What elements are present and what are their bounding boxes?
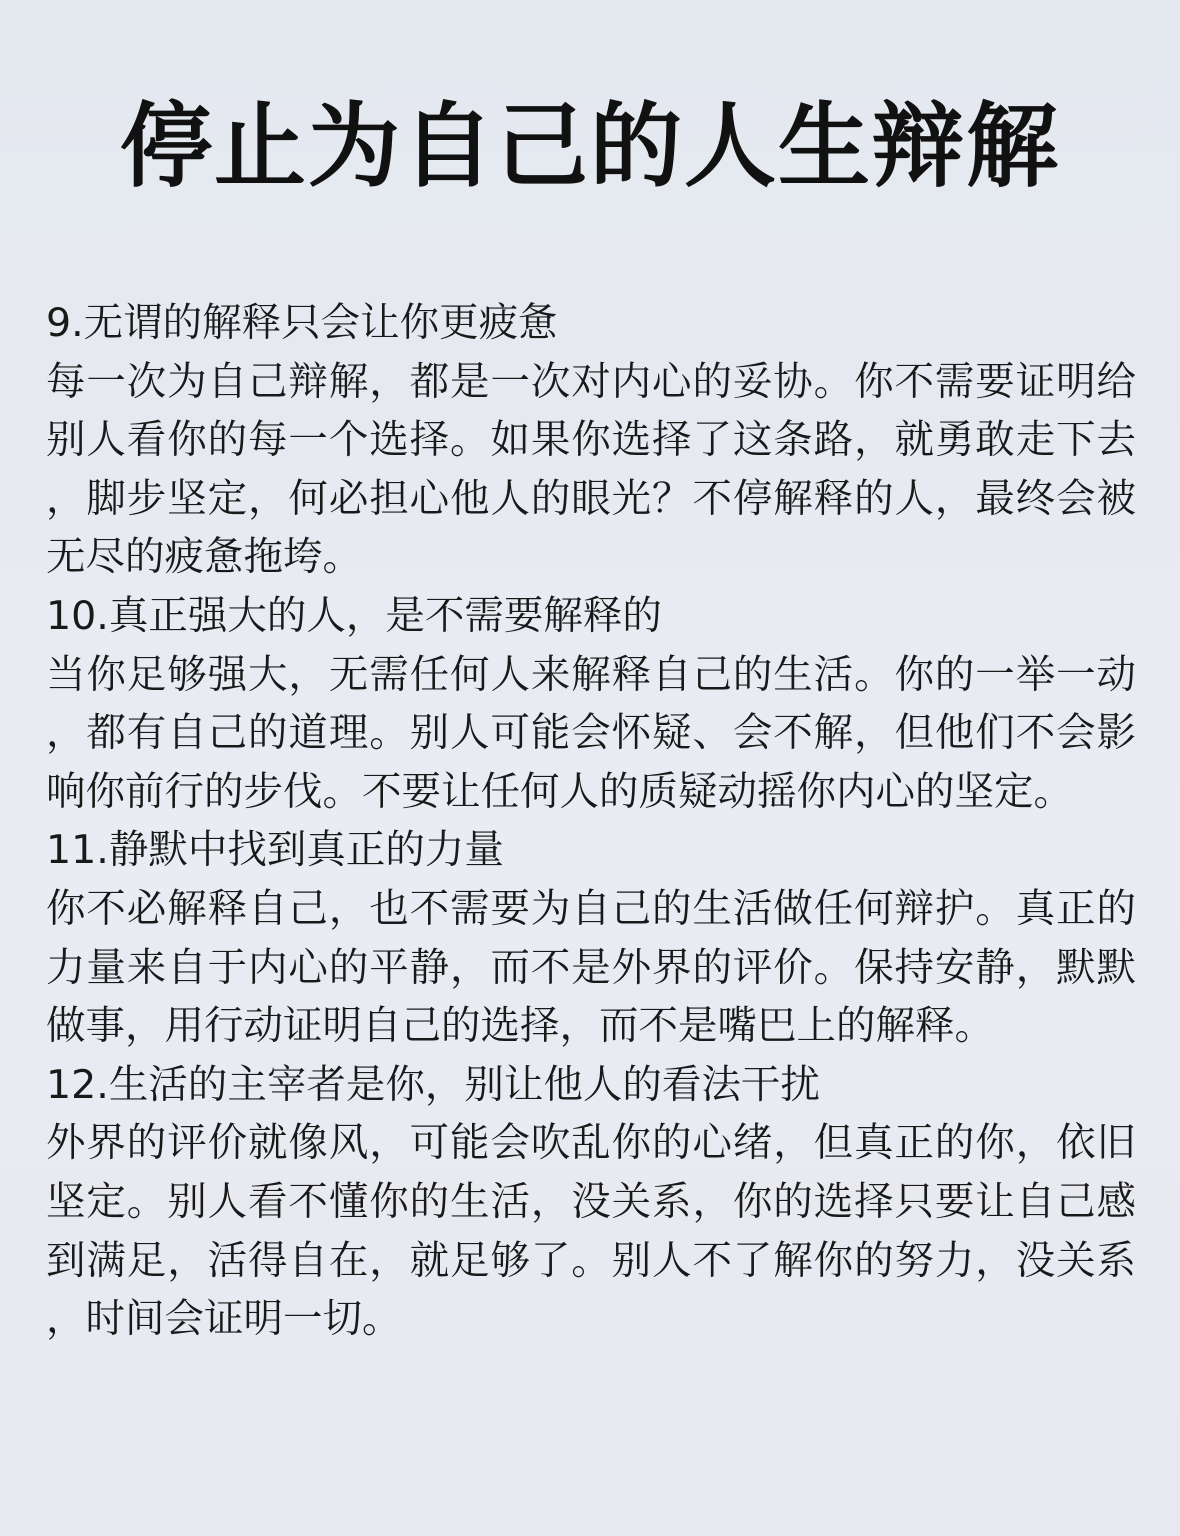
section-heading: 11.静默中找到真正的力量 — [46, 827, 504, 874]
section-11 — [46, 821, 1136, 1055]
page-title: 停止为自己的人生辩解 — [119, 92, 1060, 200]
section-12 — [46, 1056, 1136, 1349]
section-heading: 10.真正强大的人，是不需要解释的 — [46, 592, 662, 639]
section-10 — [46, 587, 1136, 821]
section-body: 当你足够强大，无需任何人来解释自己的生活。你的一举一动，都有自己的道理。别人可能会怀疑、会不解，但他们不会影响你前行的步伐。不要让任何人的质疑动摇你内心的坚定。 — [46, 651, 1136, 815]
article-content — [46, 294, 1136, 1349]
section-body: 外界的评价就像风，可能会吹乱你的心绪，但真正的你，依旧坚定。别人看不懂你的生活，没关系，你的选择只要让自己感到满足，活得自在，就足够了。别人不了解你的努力，没关系，时间会证明一切。 — [46, 1120, 1136, 1343]
section-heading: 12.生活的主宰者是你，别让他人的看法干扰 — [46, 1061, 820, 1108]
section-heading: 9.无谓的解释只会让你更疲惫 — [46, 300, 558, 346]
section-9 — [46, 294, 1136, 587]
section-body: 每一次为自己辩解，都是一次对内心的妥协。你不需要证明给别人看你的每一个选择。如果你选择了这条路，就勇敢走下去，脚步坚定，何必担心他人的眼光？不停解释的人，最终会被无尽的疲惫拖垮。 — [46, 358, 1136, 581]
section-body: 你不必解释自己，也不需要为自己的生活做任何辩护。真正的力量来自于内心的平静，而不是外界的评价。保持安静，默默做事，用行动证明自己的选择，而不是嘴巴上的解释。 — [46, 885, 1136, 1050]
